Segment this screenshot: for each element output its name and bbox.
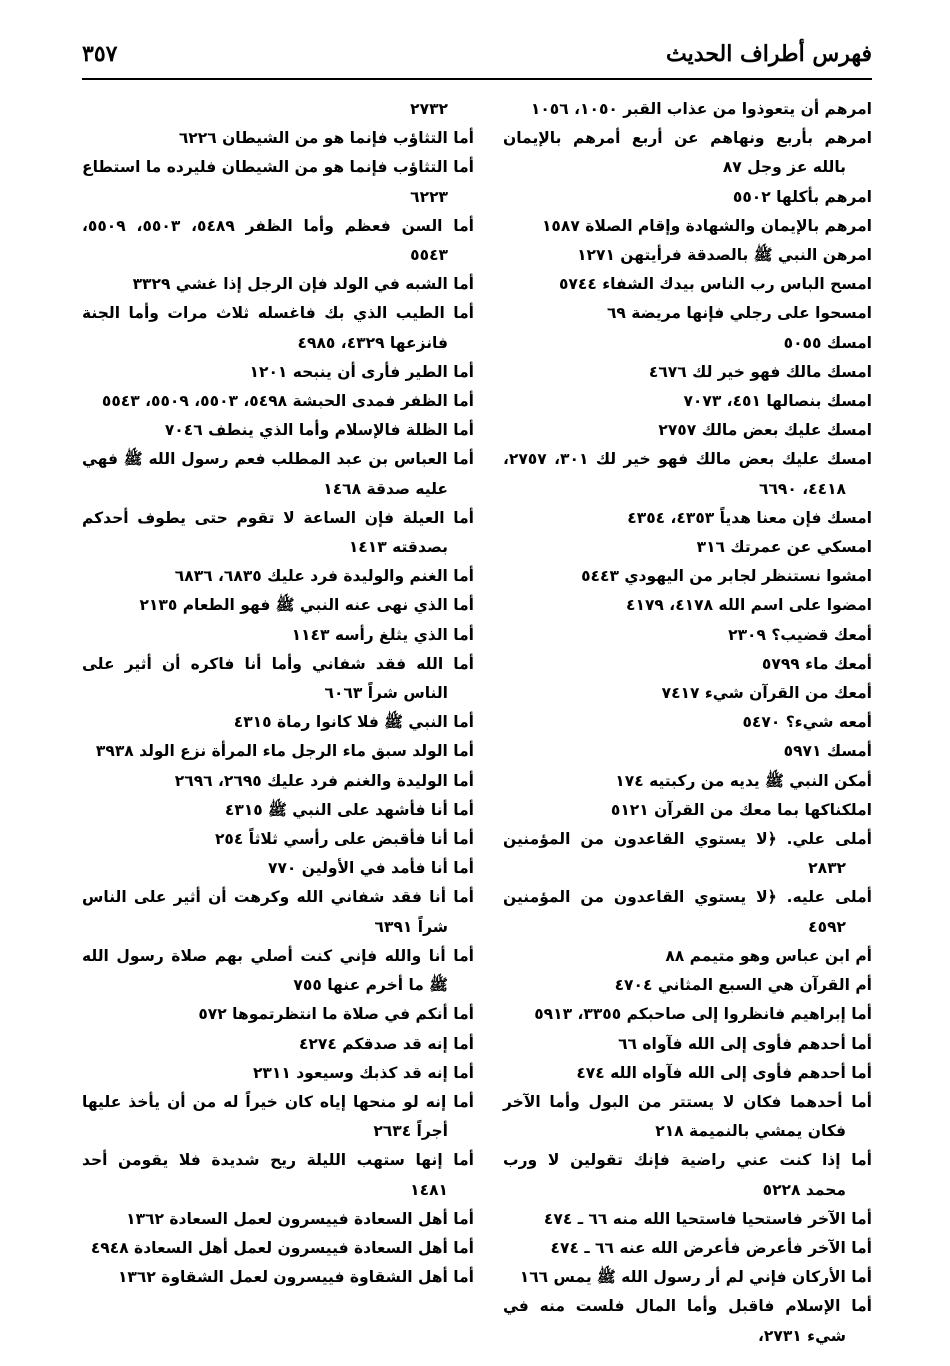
index-entry: أما أنا والله فإني كنت أصلي بهم صلاة رسول الله ﷺ ما أخرم عنها ٧٥٥: [82, 946, 474, 995]
index-entry: أمكن النبي ﷺ يديه من ركبتيه ١٧٤: [615, 771, 872, 790]
index-entry: أمعك من القرآن شيء ٧٤١٧: [661, 684, 872, 703]
index-entry: أما أحدهما فكان لا يستتر من البول وأما الآخر فكان يمشي بالنميمة ٢١٨: [503, 1092, 872, 1141]
index-entry: امرهم بالإيمان والشهادة وإقام الصلاة ١٥٨٧: [541, 216, 872, 235]
index-entry: أم ابن عباس وهو متيمم ٨٨: [665, 946, 872, 965]
index-entry: امسكي عن عمرتك ٣١٦: [696, 538, 872, 557]
index-entry: أملى علي. ﴿لا يستوي القاعدون من المؤمنين ٢٨٣٢: [503, 830, 872, 878]
index-entry: امسك مالك فهو خير لك ٤٦٧٦: [648, 362, 872, 381]
index-entry: أما الشبه في الولد فإن الرجل إذا غشي ٣٣٢٩: [132, 275, 474, 294]
index-entry: أما التثاؤب فإنما هو من الشيطان ٦٢٢٦: [178, 129, 474, 148]
index-entry: املكناكها بما معك من القرآن ٥١٢١: [610, 800, 872, 819]
index-entry: أما الذي نهى عنه النبي ﷺ فهو الطعام ٢١٣٥: [139, 596, 474, 615]
index-entry: أما أنا فقد شفاني الله وكرهت أن أثير على الناس شراً ٦٣٩١: [82, 888, 474, 936]
index-entry: أما أنا فأشهد على النبي ﷺ ٤٣١٥: [224, 800, 474, 819]
index-entry: أما النبي ﷺ فلا كانوا رماة ٤٣١٥: [233, 713, 474, 732]
index-column-left: [82, 95, 474, 1292]
index-entry: أما الذي يثلغ رأسه ١١٤٣: [291, 625, 474, 644]
index-entry: امرهم بأربع ونهاهم عن أربع أمرهم بالإيمان بالله عز وجل ٨٧: [503, 129, 872, 177]
page-number: ٣٥٧: [82, 41, 118, 67]
index-entry: أما أنكم في صلاة ما انتظرتموها ٥٧٢: [198, 1005, 474, 1024]
index-entry: أملى عليه. ﴿لا يستوي القاعدون من المؤمنين ٤٥٩٢: [503, 888, 872, 936]
index-entry: أما الآخر فاستحيا فاستحيا الله منه ٦٦ ـ ٤٧٤: [543, 1209, 872, 1228]
index-entry: امسح الباس رب الناس بيدك الشفاء ٥٧٤٤: [558, 275, 872, 294]
index-entry: أما إنه لو منحها إياه كان خيراً له من أن يأخذ عليها أجراً ٢٦٣٤: [82, 1092, 474, 1141]
index-entry: امسك بنصالها ٤٥١، ٧٠٧٣: [683, 392, 872, 411]
index-entry: امرهم بأكلها ٥٥٠٢: [732, 187, 872, 206]
index-entry: أما الطيب الذي بك فاغسله ثلاث مرات وأما الجنة فانزعها ٤٣٢٩، ٤٩٨٥: [82, 304, 474, 352]
index-entry: أمعك ماء ٥٧٩٩: [761, 654, 872, 673]
index-entry: امرهن النبي ﷺ بالصدقة فرأيتهن ١٢٧١: [577, 246, 872, 265]
index-entry: أما الآخر فأعرض فأعرض الله عنه ٦٦ ـ ٤٧٤: [550, 1238, 872, 1257]
index-entry: امضوا على اسم الله ٤١٧٨، ٤١٧٩: [626, 596, 872, 615]
index-column-right: [503, 95, 872, 1351]
index-entry: امسك عليك بعض مالك ٢٧٥٧: [658, 421, 872, 440]
index-entry: أما العباس بن عبد المطلب فعم رسول الله ﷺ فهي عليه صدقة ١٤٦٨: [82, 450, 474, 498]
index-entry: أما أحدهم فأوى إلى الله فآواه الله ٤٧٤: [576, 1063, 872, 1082]
index-entry: أما الأركان فإني لم أر رسول الله ﷺ يمس ١٦٦: [519, 1268, 872, 1287]
index-entry: أما أهل الشقاوة فييسرون لعمل الشقاوة ١٣٦٢: [117, 1268, 474, 1287]
index-entry: أما إذا كنت عني راضية فإنك تقولين لا ورب محمد ٥٢٢٨: [503, 1151, 872, 1199]
index-entry: أمعك قضيب؟ ٢٣٠٩: [728, 625, 872, 644]
index-entry: أما الظفر فمدى الحبشة ٥٤٩٨، ٥٥٠٣، ٥٥٠٩، ٥٥٤٣: [101, 392, 474, 411]
index-entry: أما السن فعظم وأما الظفر ٥٤٨٩، ٥٥٠٣، ٥٥٠٩، ٥٥٤٣: [82, 216, 474, 265]
index-entry: أمعه شيء؟ ٥٤٧٠: [742, 713, 872, 732]
index-entry: امسك عليك بعض مالك فهو خير لك ٣٠١، ٢٧٥٧، ٤٤١٨، ٦٦٩٠: [503, 450, 872, 498]
index-entry: أما العيلة فإن الساعة لا تقوم حتى يطوف أحدكم بصدقته ١٤١٣: [82, 508, 474, 557]
index-entry: امسك فإن معنا هدياً ٤٣٥٣، ٤٣٥٤: [627, 508, 872, 527]
index-entry: أما إنها ستهب الليلة ريح شديدة فلا يقومن أحد ١٤٨١: [82, 1151, 474, 1199]
index-entry: أم القرآن هي السبع المثاني ٤٧٠٤: [614, 976, 872, 995]
index-entry: أما أحدهم فأوى إلى الله فآواه ٦٦: [618, 1034, 872, 1053]
index-entry: امسحوا على رجلي فإنها مريضة ٦٩: [606, 304, 872, 323]
index-entry: أما الولد سبق ماء الرجل ماء المرأة نزع الولد ٣٩٣٨: [95, 742, 474, 761]
index-entry: امشوا نستنظر لجابر من اليهودي ٥٤٤٣: [581, 567, 872, 586]
index-entry: ٢٧٣٢: [410, 100, 448, 118]
index-entry: أما الطير فأرى أن ينبحه ١٢٠١: [249, 362, 474, 381]
index-entry: امسك ٥٠٥٥: [783, 333, 872, 352]
index-entry: أما إبراهيم فانظروا إلى صاحبكم ٣٣٥٥، ٥٩١٣: [534, 1005, 872, 1024]
index-entry: أما الغنم والوليدة فرد عليك ٦٨٣٥، ٦٨٣٦: [174, 567, 474, 586]
index-entry: أمسك ٥٩٧١: [783, 742, 872, 761]
page-header: [82, 30, 872, 80]
running-title: فهرس أطراف الحديث: [666, 41, 872, 67]
index-entry: امرهم أن يتعوذوا من عذاب القبر ١٠٥٠، ١٠٥٦: [530, 100, 872, 118]
index-entry: أما الإسلام فاقبل وأما المال فلست منه في شيء ٢٧٣١،: [503, 1297, 872, 1345]
index-entry: أما إنه قد كذبك وسيعود ٢٣١١: [252, 1063, 474, 1082]
index-entry: أما إنه قد صدقكم ٤٢٧٤: [298, 1034, 474, 1053]
index-entry: أما التثاؤب فإنما هو من الشيطان فليرده ما استطاع ٦٢٢٣: [82, 158, 474, 206]
index-entry: أما أهل السعادة فييسرون لعمل السعادة ١٣٦٢: [126, 1209, 474, 1228]
index-entry: أما أنا فأمد في الأولين ٧٧٠: [268, 859, 474, 878]
index-entry: أما الله فقد شفاني وأما أنا فاكره أن أثير على الناس شراً ٦٠٦٣: [82, 654, 474, 703]
index-entry: أما أهل السعادة فييسرون لعمل أهل السعادة ٤٩٤٨: [90, 1238, 474, 1257]
index-entry: أما أنا فأقبض على رأسي ثلاثاً ٢٥٤: [214, 830, 474, 849]
index-entry: أما الظلة فالإسلام وأما الذي ينطف ٧٠٤٦: [164, 421, 474, 440]
index-entry: أما الوليدة والغنم فرد عليك ٢٦٩٥، ٢٦٩٦: [174, 771, 474, 790]
